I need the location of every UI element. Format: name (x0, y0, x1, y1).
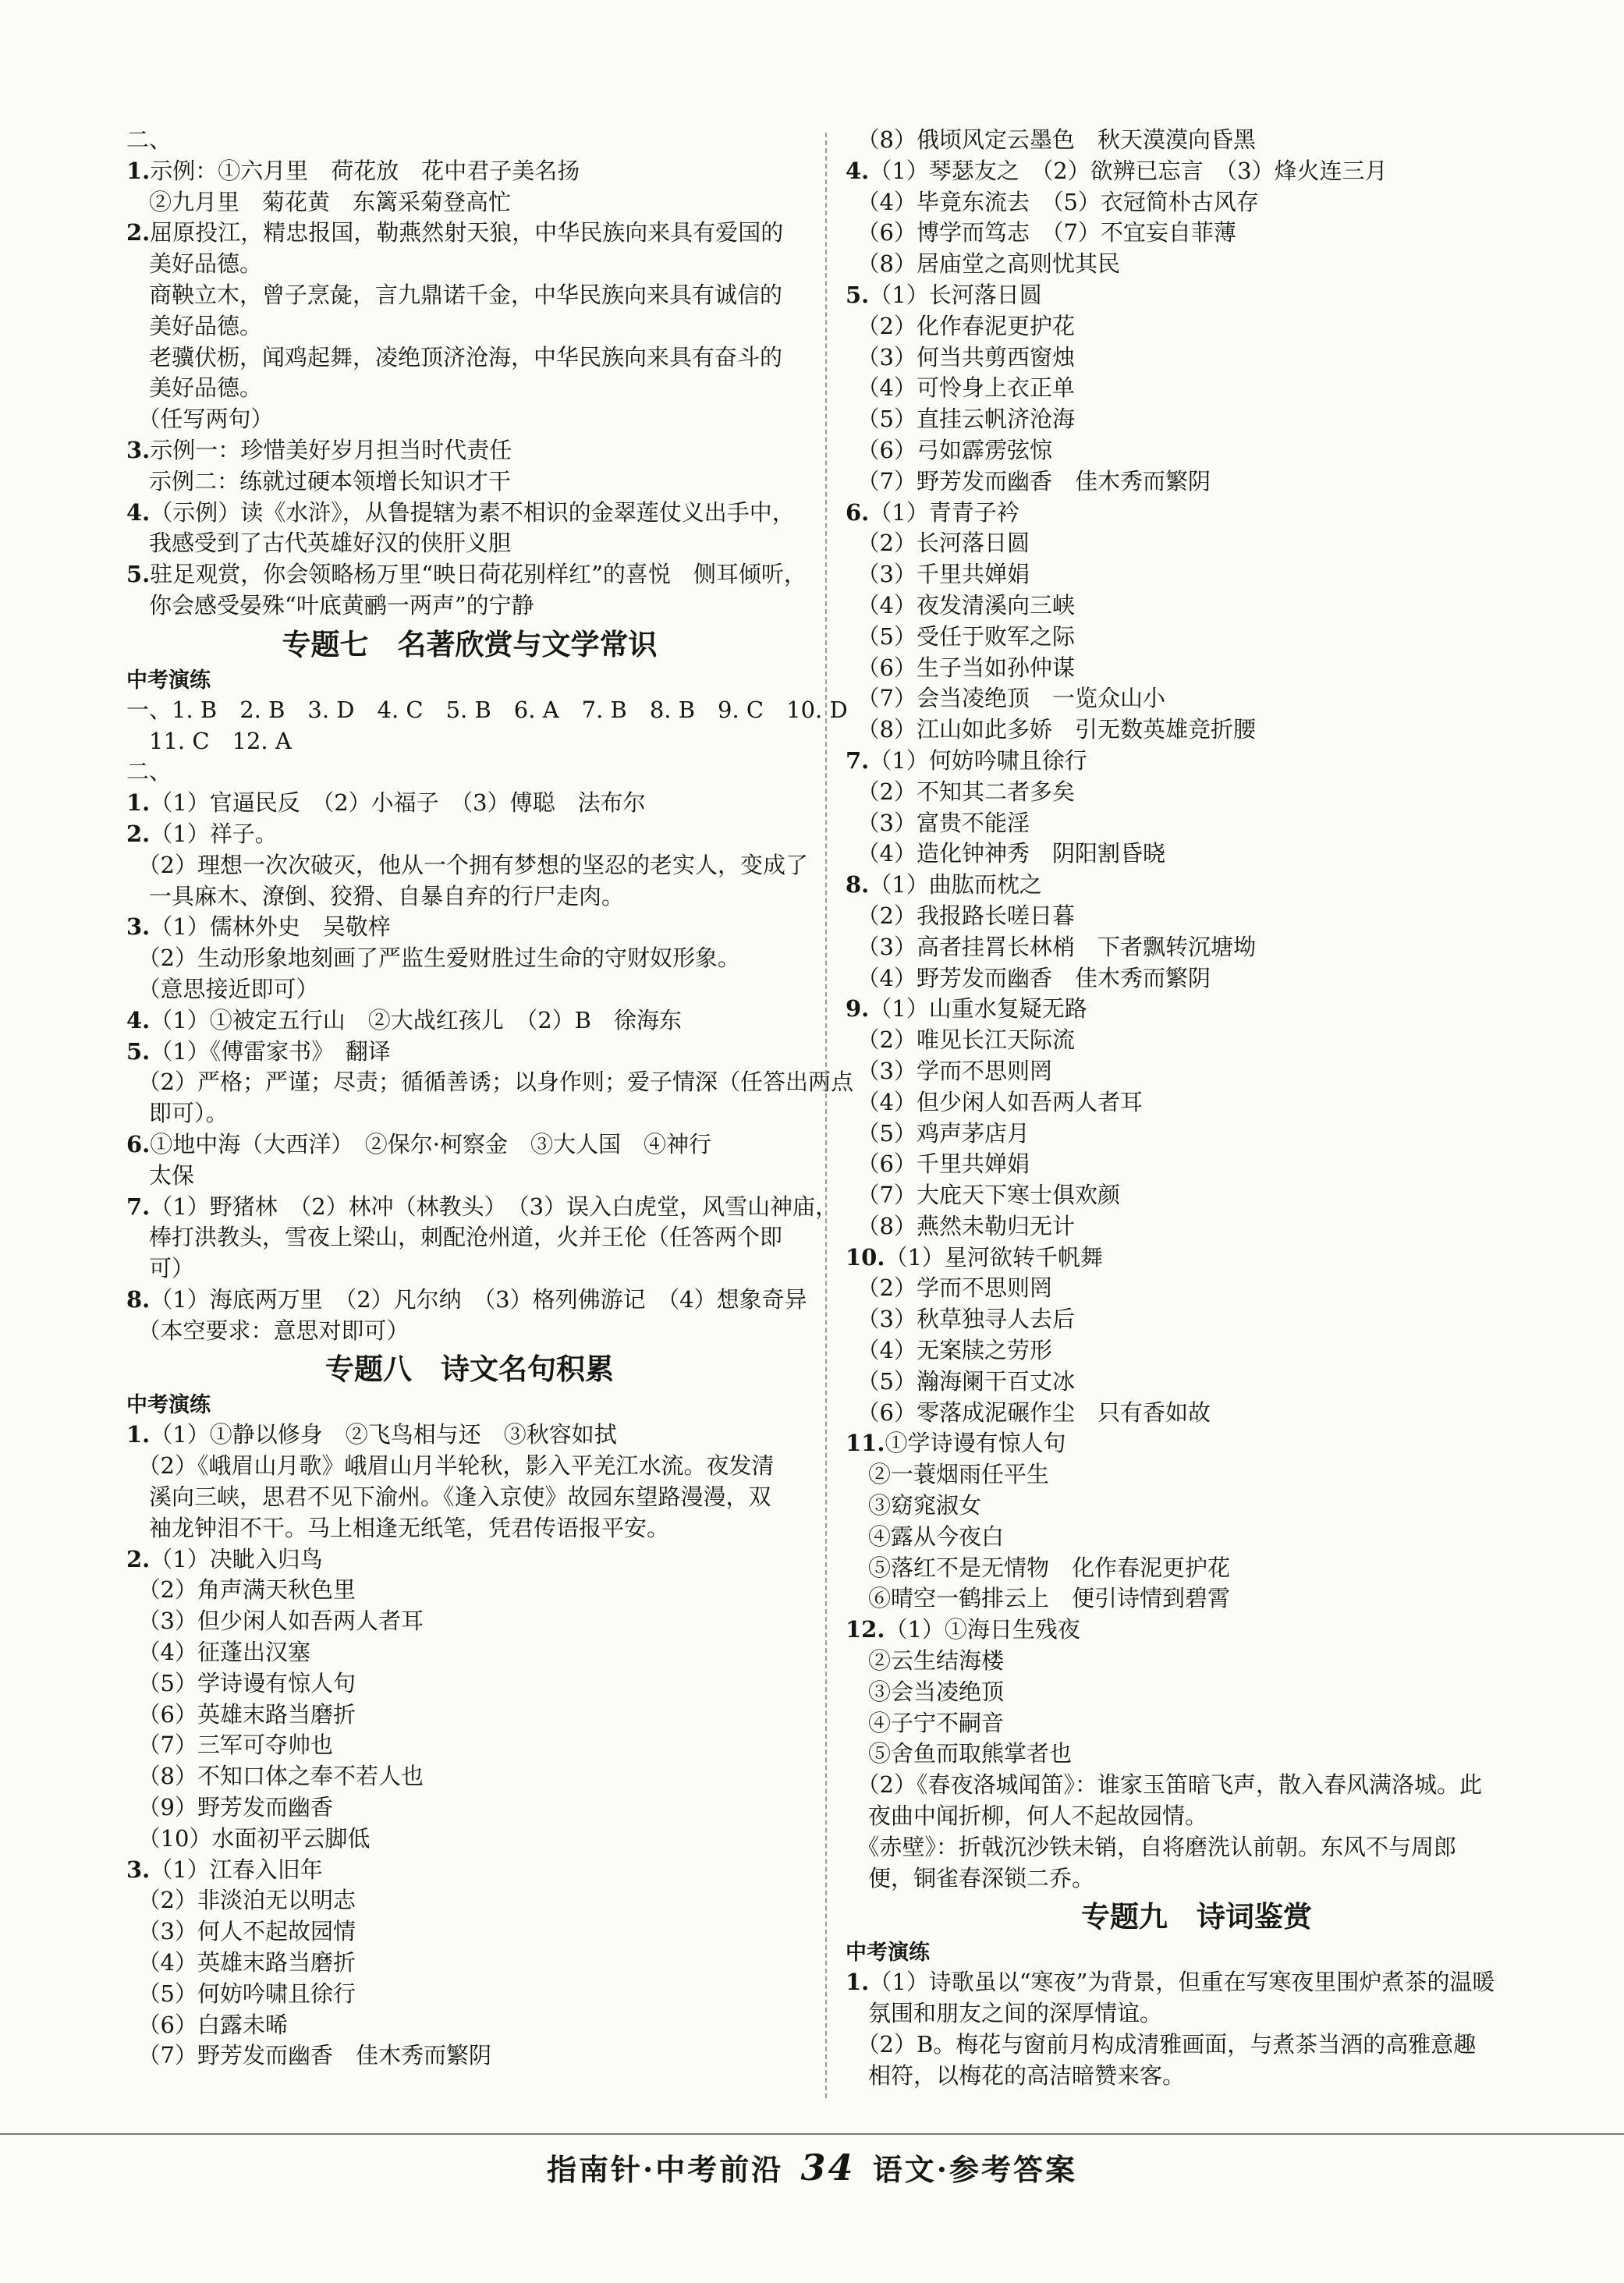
answer-line (846, 1583, 1548, 1615)
answer-line (126, 850, 813, 881)
answer-text: 一具麻木、潦倒、狡猾、自暴自弃的行尸走肉。 (126, 882, 625, 909)
answer-text: ④露从今夜白 (846, 1523, 1005, 1550)
question-number: 5. (126, 561, 151, 588)
question-number: 7. (126, 1193, 151, 1220)
answer-line (126, 757, 813, 788)
page-number: 34 (800, 2147, 856, 2189)
answer-line (126, 1513, 813, 1544)
answer-text: ⑥晴空一鹤排云上 便引诗情到碧霄 (846, 1585, 1231, 1612)
answer-text: （2）《春夜洛城闻笛》：谁家玉笛暗飞声，散入春风满洛城。此 (846, 1771, 1482, 1799)
answer-text: （6）千里共婵娟 (846, 1150, 1030, 1178)
answer-text: （1）长河落日圆 (869, 281, 1042, 308)
answer-line (846, 1180, 1548, 1211)
answer-line (846, 1304, 1548, 1335)
question-number: 12. (846, 1616, 885, 1643)
answer-text: 相符，以梅花的高洁暗赞来客。 (846, 2061, 1186, 2089)
answer-text: 示例：①六月里 荷花放 花中君子美名扬 (150, 157, 580, 184)
answer-text: ①学诗谩有惊人句 (885, 1430, 1066, 1457)
question-number: 1. (126, 157, 151, 184)
answer-text: 商鞅立木，曾子烹彘，言九鼎诺千金，中华民族向来具有诚信的 (126, 281, 783, 308)
answer-text: 美好品德。 (126, 250, 263, 278)
answer-text: （1）山重水复疑无路 (869, 995, 1087, 1023)
answer-line (846, 435, 1548, 466)
answer-text: （5）学诗谩有惊人句 (126, 1669, 356, 1696)
answer-text: （4）造化钟神秀 阴阳割昏晓 (846, 840, 1165, 867)
answer-text: （意思接近即可） (126, 975, 319, 1002)
answer-text: （8）不知口体之奉不若人也 (126, 1763, 424, 1790)
answer-line (126, 280, 813, 311)
answer-line (846, 1801, 1548, 1832)
answer-text: （2）非淡泊无以明志 (126, 1887, 356, 1914)
answer-text: （3）富贵不能淫 (846, 809, 1030, 836)
section-heading: 专题九 诗词鉴赏 (1081, 1900, 1312, 1934)
answer-line (846, 963, 1548, 994)
answer-line (126, 943, 813, 974)
answer-text: （4）英雄末路当磨折 (126, 1949, 356, 1976)
answer-text: 驻足观赏，你会领略杨万里“映日荷花别样红”的喜悦 侧耳倾听， (150, 561, 807, 588)
answer-text: （2）《峨眉山月歌》峨眉山月半轮秋，影入平羌江水流。夜发清 (126, 1452, 775, 1480)
answer-text: （6）白露未晞 (126, 2011, 288, 2038)
answer-line (126, 1222, 813, 1253)
answer-line (126, 1161, 813, 1192)
answer-line (126, 1575, 813, 1606)
answer-line (846, 777, 1548, 808)
answer-line (126, 1855, 813, 1886)
question-number: 9. (846, 995, 870, 1023)
answer-text: 二、 (126, 758, 172, 785)
answer-text: （3）千里共婵娟 (846, 561, 1030, 588)
answer-text: （5）何妨吟啸且徐行 (126, 1980, 356, 2007)
answer-line (126, 466, 813, 498)
answer-text: （3）何人不起故园情 (126, 1918, 356, 1945)
answer-text: 太保 (126, 1161, 195, 1189)
answer-text: （5）瀚海阑干百丈冰 (846, 1367, 1075, 1395)
answer-line (126, 1916, 813, 1948)
answer-text: （2）B。梅花与窗前月构成清雅画面，与煮茶当酒的高雅意趣 (846, 2031, 1477, 2058)
answer-text: 美好品德。 (126, 312, 263, 339)
answer-line (126, 590, 813, 622)
answer-line (846, 1273, 1548, 1304)
answer-line (126, 156, 813, 187)
answer-line (846, 1149, 1548, 1180)
answer-line (846, 1087, 1548, 1118)
answer-line (846, 1243, 1548, 1274)
answer-line (846, 808, 1548, 839)
section-heading: 专题七 名著欣赏与文学常识 (282, 627, 658, 661)
answer-line (126, 435, 813, 466)
answer-line (846, 1770, 1548, 1801)
answer-line (846, 156, 1548, 187)
answer-line (846, 1211, 1548, 1243)
answer-text: ②云生结海楼 (846, 1647, 1005, 1675)
answer-text: （1）青青子衿 (869, 498, 1019, 526)
answer-line (126, 1316, 813, 1347)
answer-line (126, 404, 813, 435)
answer-text: （2）角声满天秋色里 (126, 1576, 356, 1604)
answer-line (846, 1739, 1548, 1770)
answer-text: （6）弓如霹雳弦惊 (846, 436, 1052, 463)
section-heading: 专题八 诗文名句积累 (325, 1352, 614, 1387)
answer-line (126, 1005, 813, 1037)
answer-text: ③窈窕淑女 (846, 1492, 982, 1519)
answer-line (126, 1037, 813, 1068)
answer-text: 即可）。 (126, 1100, 229, 1127)
answer-text: 棒打洪教头，雪夜上梁山，刺配沧州道，火并王伦（任答两个即 (126, 1224, 783, 1251)
answer-text: （6）生子当如孙仲谋 (846, 654, 1075, 681)
answer-line (846, 559, 1548, 590)
answer-line (846, 1708, 1548, 1739)
right-column (846, 125, 1548, 2092)
answer-text: （9）野芳发而幽香 (126, 1794, 333, 1821)
question-number: 3. (126, 913, 151, 941)
answer-text: 示例二：练就过硬本领增长知识才干 (126, 467, 512, 495)
answer-line (126, 1420, 813, 1451)
answer-text: （8）江山如此多娇 引无数英雄竞折腰 (846, 716, 1256, 743)
answer-line (846, 1025, 1548, 1056)
answer-line (126, 125, 813, 156)
answer-text: （3）何当共剪西窗烛 (846, 343, 1075, 370)
answer-text: （3）学而不思则罔 (846, 1057, 1052, 1084)
answer-line (846, 622, 1548, 653)
answer-text: （本空要求：意思对即可） (126, 1317, 410, 1344)
answer-line (846, 1335, 1548, 1367)
answer-text: 一、1. B 2. B 3. D 4. C 5. B 6. A 7. B 8. B 9. C 10. D (126, 696, 848, 723)
answer-line (126, 1129, 813, 1161)
subsection-label: 中考演练 (126, 1393, 211, 1418)
column-divider (825, 133, 827, 2098)
answer-text: 屈原投江，精忠报国，勒燕然射天狼，中华民族向来具有爱国的 (150, 219, 784, 246)
answer-line (846, 280, 1548, 311)
answer-line (846, 1118, 1548, 1150)
footer-subject: 语文·参考答案 (872, 2152, 1077, 2187)
answer-text: （2）理想一次次破灭，他从一个拥有梦想的坚忍的老实人，变成了 (126, 851, 808, 878)
answer-text: ①地中海（大西洋） ②保尔·柯察金 ③大人国 ④神行 (150, 1130, 712, 1157)
answer-line (126, 187, 813, 218)
question-number: 4. (126, 498, 151, 526)
answer-text: （1）儒林外史 吴敬梓 (150, 913, 391, 941)
answer-line (846, 1491, 1548, 1522)
answer-text: （1）①海日生残夜 (885, 1616, 1080, 1643)
answer-text: （1）何妨吟啸且徐行 (869, 746, 1087, 774)
answer-line (846, 1998, 1548, 2030)
question-number: 2. (126, 219, 151, 246)
answer-line (126, 974, 813, 1005)
answer-line (126, 912, 813, 943)
answer-line (846, 1056, 1548, 1087)
answer-line (846, 1522, 1548, 1553)
answer-text: （1）曲肱而枕之 (869, 871, 1042, 899)
question-number: 2. (126, 1545, 151, 1572)
answer-text: （1）海底两万里 （2）凡尔纳 （3）格列佛游记 （4）想象奇异 (150, 1285, 807, 1313)
question-number: 7. (846, 746, 870, 774)
answer-line (846, 498, 1548, 529)
answer-line (126, 1668, 813, 1700)
answer-text: （6）零落成泥碾作尘 只有香如故 (846, 1399, 1211, 1426)
answer-line (846, 2030, 1548, 2061)
answer-line (126, 373, 813, 404)
answer-line (126, 1451, 813, 1482)
answer-line (126, 726, 813, 757)
question-number: 1. (126, 789, 151, 817)
answer-text: ⑤舍鱼而取熊掌者也 (846, 1740, 1073, 1767)
answer-text: 你会感受晏殊“叶底黄鹂一两声”的宁静 (126, 591, 534, 619)
answer-line (126, 2040, 813, 2072)
answer-line (846, 901, 1548, 932)
answer-line (846, 187, 1548, 218)
question-number: 10. (846, 1243, 885, 1271)
answer-text: ③会当凌绝顶 (846, 1678, 1005, 1705)
answer-text: 夜曲中闻折柳，何人不起故园情。 (846, 1803, 1208, 1830)
answer-text: （1）决眦入归鸟 (150, 1545, 323, 1572)
answer-text: （4）毕竟东流去 （5）衣冠简朴古风存 (846, 188, 1259, 215)
answer-line (126, 1948, 813, 1979)
answer-line (846, 1428, 1548, 1459)
answer-line (846, 1398, 1548, 1429)
question-number: 4. (846, 157, 870, 184)
answer-text: 可） (126, 1255, 195, 1282)
answer-text: 我感受到了古代英雄好汉的侠肝义胆 (126, 530, 512, 557)
footer-book-title: 指南针·中考前沿 (547, 2152, 784, 2187)
answer-line (126, 1885, 813, 1916)
answer-line (846, 249, 1548, 280)
answer-line (846, 1646, 1548, 1677)
answer-text: （1）《傅雷家书》 翻译 (150, 1037, 391, 1065)
answer-line (846, 1553, 1548, 1584)
answer-text: ②一蓑烟雨任平生 (846, 1461, 1050, 1488)
answer-text: （3）秋草独寻人去后 (846, 1306, 1075, 1333)
answer-line (126, 1792, 813, 1824)
answer-line (126, 311, 813, 342)
answer-line (126, 1192, 839, 1223)
answer-text: （任写两句） (126, 406, 274, 433)
answer-text: （1）江春入旧年 (150, 1856, 323, 1883)
answer-text: 11. C 12. A (126, 727, 292, 754)
answer-line (126, 819, 813, 850)
answer-text: （8）居庙堂之高则忧其民 (846, 250, 1120, 278)
answer-line (126, 1824, 813, 1855)
answer-line (846, 714, 1548, 746)
answer-line (846, 1459, 1548, 1491)
answer-line (126, 342, 813, 374)
page-footer (0, 2133, 1624, 2189)
question-number: 2. (126, 820, 151, 847)
question-number: 6. (846, 498, 870, 526)
left-column (126, 125, 853, 2072)
answer-line (126, 1730, 813, 1761)
answer-text: （2）不知其二者多矣 (846, 778, 1075, 805)
answer-line (126, 1067, 853, 1098)
answer-line (846, 746, 1548, 777)
question-number: 1. (846, 1969, 870, 1996)
question-number: 5. (846, 281, 870, 308)
question-number: 11. (846, 1430, 885, 1457)
answer-text: （1）①被定五行山 ②大战红孩儿 （2）B 徐海东 (150, 1006, 682, 1033)
answer-line (126, 249, 813, 280)
answer-line (846, 1677, 1548, 1708)
question-number: 1. (126, 1421, 151, 1448)
answer-text: （2）我报路长嗟日暮 (846, 902, 1075, 929)
answer-line (126, 559, 813, 590)
answer-text: （1）诗歌虽以“寒夜”为背景，但重在写寒夜里围炉煮茶的温暖 (869, 1969, 1495, 1996)
answer-text: （2）生动形象地刻画了严监生爱财胜过生命的守财奴形象。 (126, 945, 740, 972)
answer-line (846, 1832, 1548, 1863)
answer-line (126, 1544, 813, 1576)
answer-text: （8）燕然未勒归无计 (846, 1212, 1075, 1239)
answer-text: （4）征蓬出汉塞 (126, 1639, 310, 1666)
answer-line (846, 838, 1548, 870)
answer-text: （1）野猪林 （2）林冲（林教头） （3）误入白虎堂，风雪山神庙， (150, 1193, 839, 1220)
answer-text: 老骥伏枥，闻鸡起舞，凌绝顶济沧海，中华民族向来具有奋斗的 (126, 343, 783, 370)
answer-line (846, 2061, 1548, 2092)
answer-text: 氛围和朋友之间的深厚情谊。 (846, 2000, 1163, 2027)
question-number: 6. (126, 1130, 151, 1157)
answer-line (846, 590, 1548, 622)
answer-text: ⑤落红不是无情物 化作春泥更护花 (846, 1554, 1231, 1581)
answer-line (846, 466, 1548, 498)
answer-text: （2）学而不思则罔 (846, 1274, 1052, 1302)
answer-text: （4）无案牍之劳形 (846, 1337, 1052, 1364)
answer-text: （1）祥子。 (150, 820, 278, 847)
answer-text: （1）官逼民反 （2）小福子 （3）傅聪 法布尔 (150, 789, 646, 817)
answer-line (126, 1761, 813, 1792)
answer-text: （3）但少闲人如吾两人者耳 (126, 1608, 424, 1635)
answer-line (126, 695, 848, 726)
answer-text: （1）①静以修身 ②飞鸟相与还 ③秋容如拭 (150, 1421, 617, 1448)
answer-line (126, 528, 813, 559)
answer-line (126, 881, 813, 913)
answer-text: （7）大庇天下寒士俱欢颜 (846, 1182, 1120, 1209)
answer-text: 美好品德。 (126, 374, 263, 402)
answer-text: （1）星河欲转千帆舞 (885, 1243, 1103, 1271)
subsection-label: 中考演练 (846, 1941, 930, 1966)
answer-line (846, 1863, 1548, 1895)
answer-line (846, 125, 1548, 156)
answer-line (126, 1253, 813, 1285)
answer-text: （2）长河落日圆 (846, 530, 1030, 557)
answer-line (846, 342, 1548, 374)
answer-text: （7）会当凌绝顶 一览众山小 (846, 685, 1165, 712)
answer-text: （10）水面初平云脚低 (126, 1824, 371, 1852)
answer-text: （8）俄顷风定云墨色 秋天漠漠向昏黑 (846, 126, 1256, 153)
answer-text: （7）野芳发而幽香 佳木秀而繁阴 (126, 2042, 491, 2069)
question-number: 3. (126, 1856, 151, 1883)
answer-text: （2）唯见长江天际流 (846, 1026, 1075, 1054)
answer-text: （5）鸡声茅店月 (846, 1119, 1030, 1147)
answer-line (126, 1482, 813, 1513)
answer-line (126, 1979, 813, 2010)
answer-text: （6）英雄末路当磨折 (126, 1700, 356, 1728)
answer-line (126, 1285, 813, 1316)
answer-text: ②九月里 菊花黄 东篱采菊登高忙 (126, 188, 512, 215)
answer-text: 袖龙钟泪不干。马上相逢无纸笔，凭君传语报平安。 (126, 1514, 670, 1541)
answer-text: ④子宁不嗣音 (846, 1709, 1005, 1736)
answer-line (126, 498, 813, 529)
answer-text: （4）可怜身上衣正单 (846, 374, 1075, 402)
answer-text: 《赤壁》：折戟沉沙铁未销，自将磨洗认前朝。东风不与周郎 (846, 1833, 1457, 1860)
answer-text: （4）但少闲人如吾两人者耳 (846, 1088, 1143, 1115)
answer-line (126, 1098, 813, 1129)
answer-line (126, 788, 813, 819)
answer-text: （1）琴瑟友之 （2）欲辨已忘言 （3）烽火连三月 (869, 157, 1388, 184)
answer-line (126, 1637, 813, 1668)
answer-line (846, 1967, 1548, 1998)
answer-line (846, 870, 1548, 901)
question-number: 4. (126, 1006, 151, 1033)
answer-text: （示例）读《水浒》，从鲁提辖为素不相识的金翠莲仗义出手中， (150, 498, 795, 526)
question-number: 5. (126, 1037, 151, 1065)
answer-line (846, 994, 1548, 1025)
answer-line (846, 218, 1548, 249)
answer-text: （3）高者挂罥长林梢 下者飘转沉塘坳 (846, 933, 1256, 960)
answer-text: （4）夜发清溪向三峡 (846, 591, 1075, 619)
answer-text: 溪向三峡，思君不见下渝州。《逢入京使》故园东望路漫漫，双 (126, 1484, 771, 1511)
answer-text: （5）直挂云帆济沧海 (846, 406, 1075, 433)
answer-text: （2）严格；严谨；尽责；循循善诱；以身作则；爱子情深（任答出两点 (126, 1069, 853, 1096)
answer-line (126, 218, 813, 249)
answer-text: 便，铜雀春深锁二乔。 (846, 1864, 1095, 1891)
answer-line (846, 373, 1548, 404)
answer-line (846, 932, 1548, 963)
subsection-label: 中考演练 (126, 668, 211, 693)
answer-text: 示例一：珍惜美好岁月担当时代责任 (150, 436, 512, 463)
answer-text: （4）野芳发而幽香 佳木秀而繁阴 (846, 964, 1211, 991)
answer-text: 二、 (126, 126, 172, 153)
answer-line (126, 1700, 813, 1731)
answer-text: （6）博学而笃志 （7）不宜妄自菲薄 (846, 219, 1236, 246)
answer-line (846, 311, 1548, 342)
answer-text: （5）受任于败军之际 (846, 622, 1075, 650)
answer-line (126, 1606, 813, 1637)
answer-text: （7）野芳发而幽香 佳木秀而繁阴 (846, 467, 1211, 495)
answer-line (846, 528, 1548, 559)
answer-line (846, 1367, 1548, 1398)
answer-line (846, 404, 1548, 435)
question-number: 8. (846, 871, 870, 899)
question-number: 3. (126, 436, 151, 463)
answer-text: （7）三军可夺帅也 (126, 1732, 333, 1759)
answer-text: （2）化作春泥更护花 (846, 312, 1075, 339)
answer-line (846, 1615, 1548, 1646)
answer-line (126, 2010, 813, 2041)
answer-line (846, 683, 1548, 714)
answer-line (846, 653, 1548, 684)
question-number: 8. (126, 1285, 151, 1313)
